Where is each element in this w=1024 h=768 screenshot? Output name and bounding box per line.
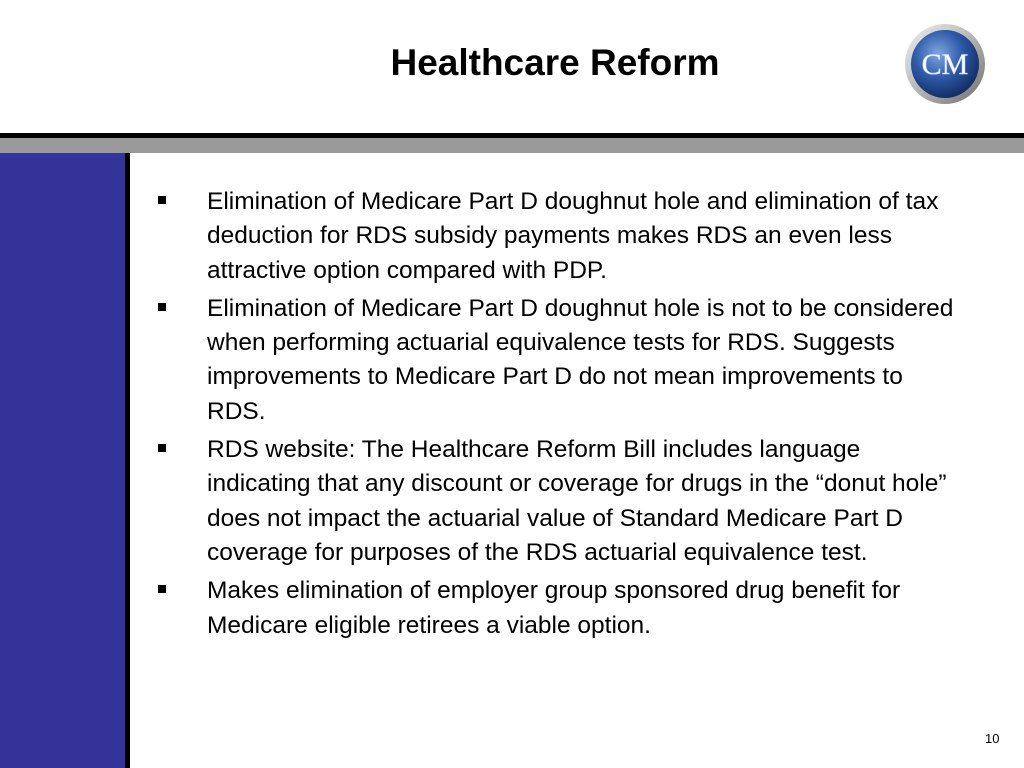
logo-text: CM — [921, 48, 969, 81]
page-number: 10 — [985, 731, 1000, 746]
cm-logo — [904, 23, 986, 105]
sidebar-edge-line — [125, 153, 130, 768]
bullet-item — [158, 185, 968, 288]
square-bullet-icon — [158, 585, 166, 593]
square-bullet-icon — [158, 444, 166, 452]
slide-title: Healthcare Reform — [390, 42, 720, 83]
bullet-item — [158, 433, 968, 570]
header-divider-gray — [0, 138, 1024, 153]
square-bullet-icon — [158, 303, 166, 311]
bullet-text: Makes elimination of employer group sponsored drug benefit for Medicare eligible retirees a viable option. — [207, 577, 901, 639]
bullet-list — [158, 185, 968, 647]
bullet-item — [158, 292, 968, 429]
left-sidebar-bar — [0, 153, 125, 768]
bullet-item — [158, 574, 968, 643]
bullet-text: Elimination of Medicare Part D doughnut hole and elimination of tax deduction for RDS subsidy payments makes RDS an even less attractive option compared with PDP. — [207, 188, 939, 284]
bullet-text: Elimination of Medicare Part D doughnut hole is not to be considered when performing actuarial equivalence tests for RDS. Suggests improvements to Medicare Part D do not mean improvements to RDS. — [207, 294, 954, 425]
bullet-text: RDS website: The Healthcare Reform Bill includes language indicating that any discount or coverage for drugs in the “donut hole” does not impact the actuarial value of Standard Medicare Part D coverage for purposes of the RDS actuarial equivalence test. — [207, 436, 947, 566]
square-bullet-icon — [158, 196, 166, 204]
